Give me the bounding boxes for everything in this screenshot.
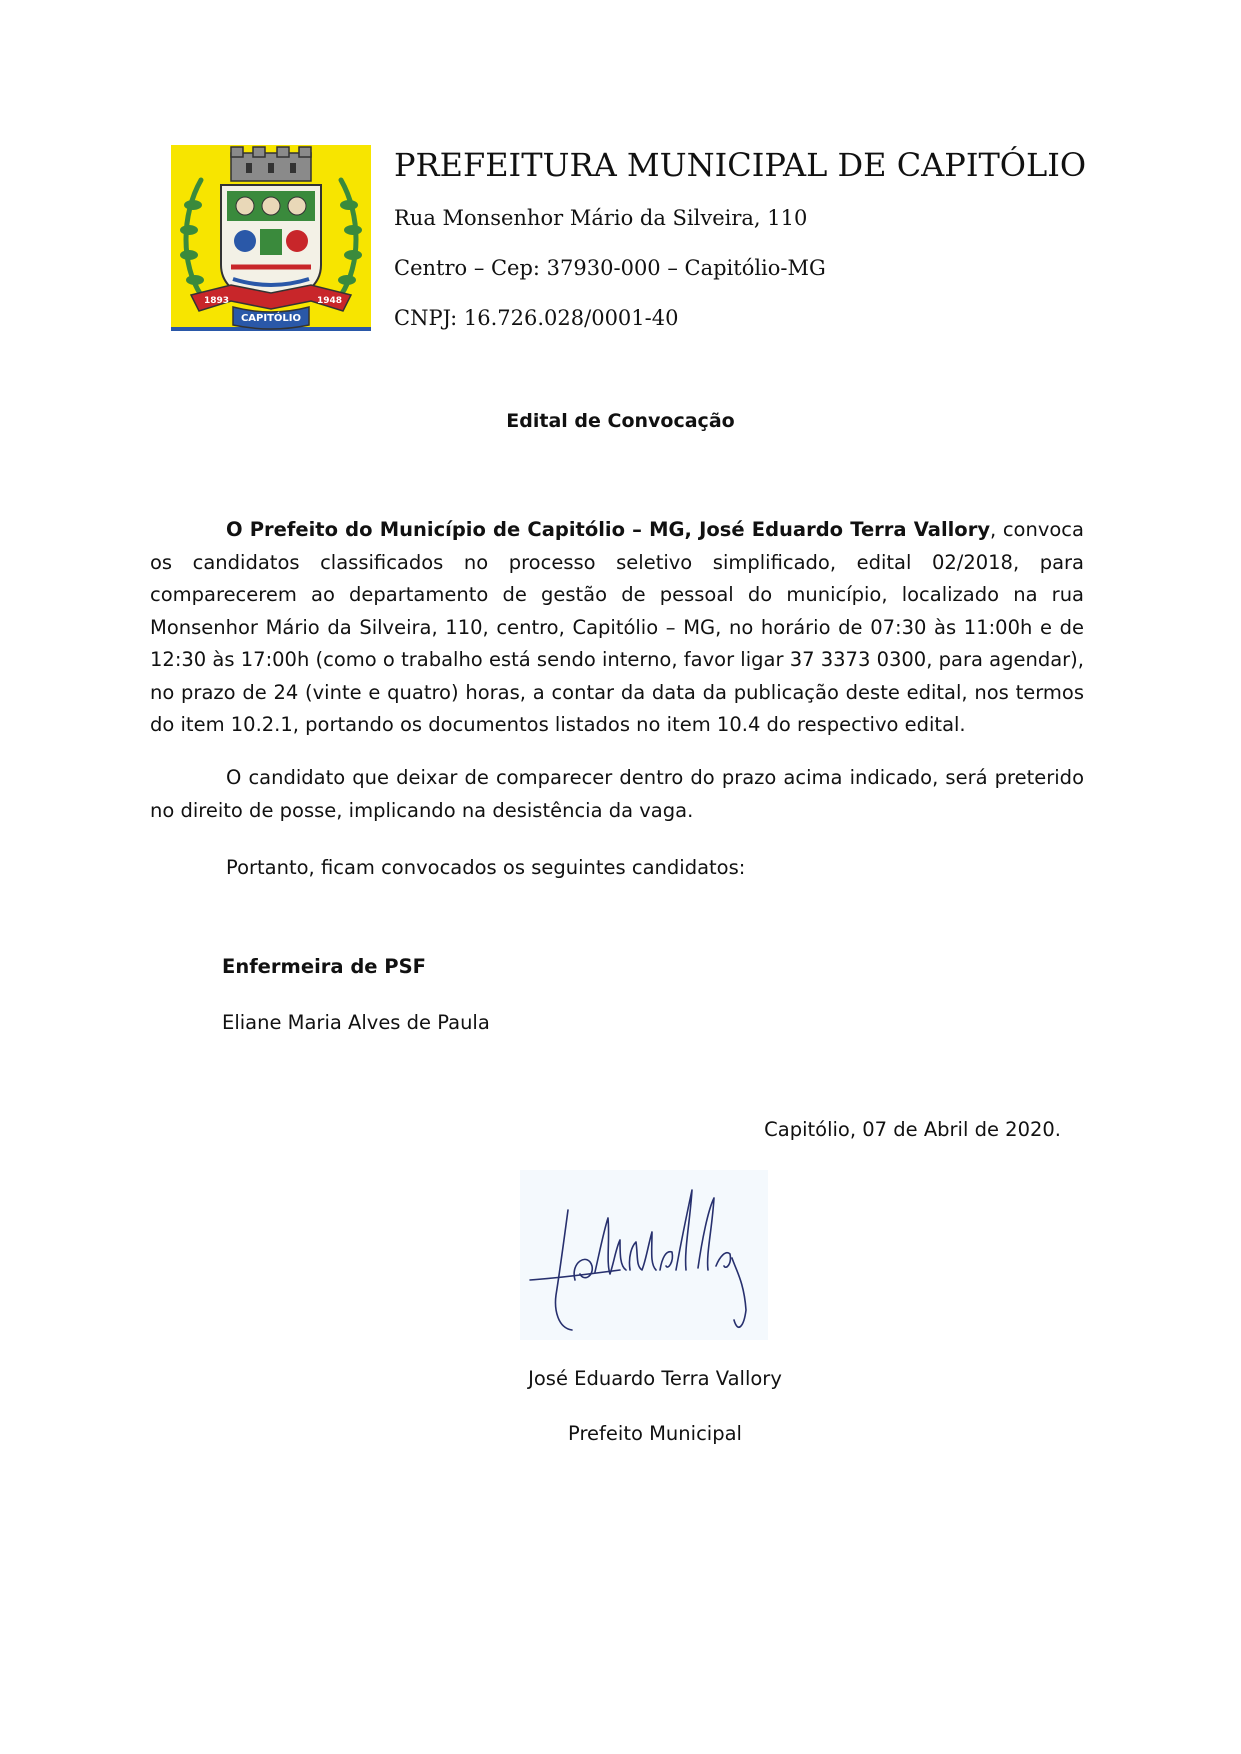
paragraph-intro-text: Portanto, ficam convocados os seguintes candidatos: [226,856,746,879]
paragraph-deadline-text: O candidato que deixar de comparecer dentro do prazo acima indicado, será preterido no direito de posse, implicando na desistência da vaga. [150,766,1084,822]
coat-of-arms-logo [171,145,371,331]
crest-label: CAPITÓLIO [240,313,302,324]
paragraph-lead-bold: O Prefeito do Município de Capitólio – MG, José Eduardo Terra Vallory [226,518,991,541]
paragraph-body: , convoca os candidatos classificados no processo seletivo simplificado, edital 02/2018, para comparecerem ao departamento de gestão de pessoal do município, localizado na rua Monsenhor Mário da Silveira, 110, centro, Capitólio – MG, no horário de 07:30 às 11:00h e de 12:30 às 17:00h (como o trabalho está sendo interno, favor ligar 37 3373 0300, para agendar), no prazo de 24 (vinte e quatro) horas, a contar da data da publicação deste edital, nos termos do item 10.2.1, portando os documentos listados no item 10.4 do respectivo edital. [150,518,1084,736]
address-line: Rua Monsenhor Mário da Silveira, 110 [394,206,808,230]
cnpj-line: CNPJ: 16.726.028/0001-40 [394,306,679,330]
signer-role: Prefeito Municipal [568,1422,742,1445]
cep-line: Centro – Cep: 37930-000 – Capitólio-MG [394,256,826,280]
position-title: Enfermeira de PSF [222,955,426,978]
date-place: Capitólio, 07 de Abril de 2020. [764,1118,1061,1141]
signer-name: José Eduardo Terra Vallory [528,1367,782,1390]
organization-name: PREFEITURA MUNICIPAL DE CAPITÓLIO [394,146,1087,184]
paragraph-candidates-intro [150,852,1084,885]
candidate-name: Eliane Maria Alves de Paula [222,1011,490,1034]
paragraph-deadline [150,762,1084,827]
letterhead [394,143,1086,343]
crest-year-left: 1893 [204,296,230,306]
handwritten-signature [520,1170,768,1340]
paragraph-convocation [150,514,1084,742]
crest-year-right: 1948 [317,296,343,306]
document-title: Edital de Convocação [506,410,735,432]
